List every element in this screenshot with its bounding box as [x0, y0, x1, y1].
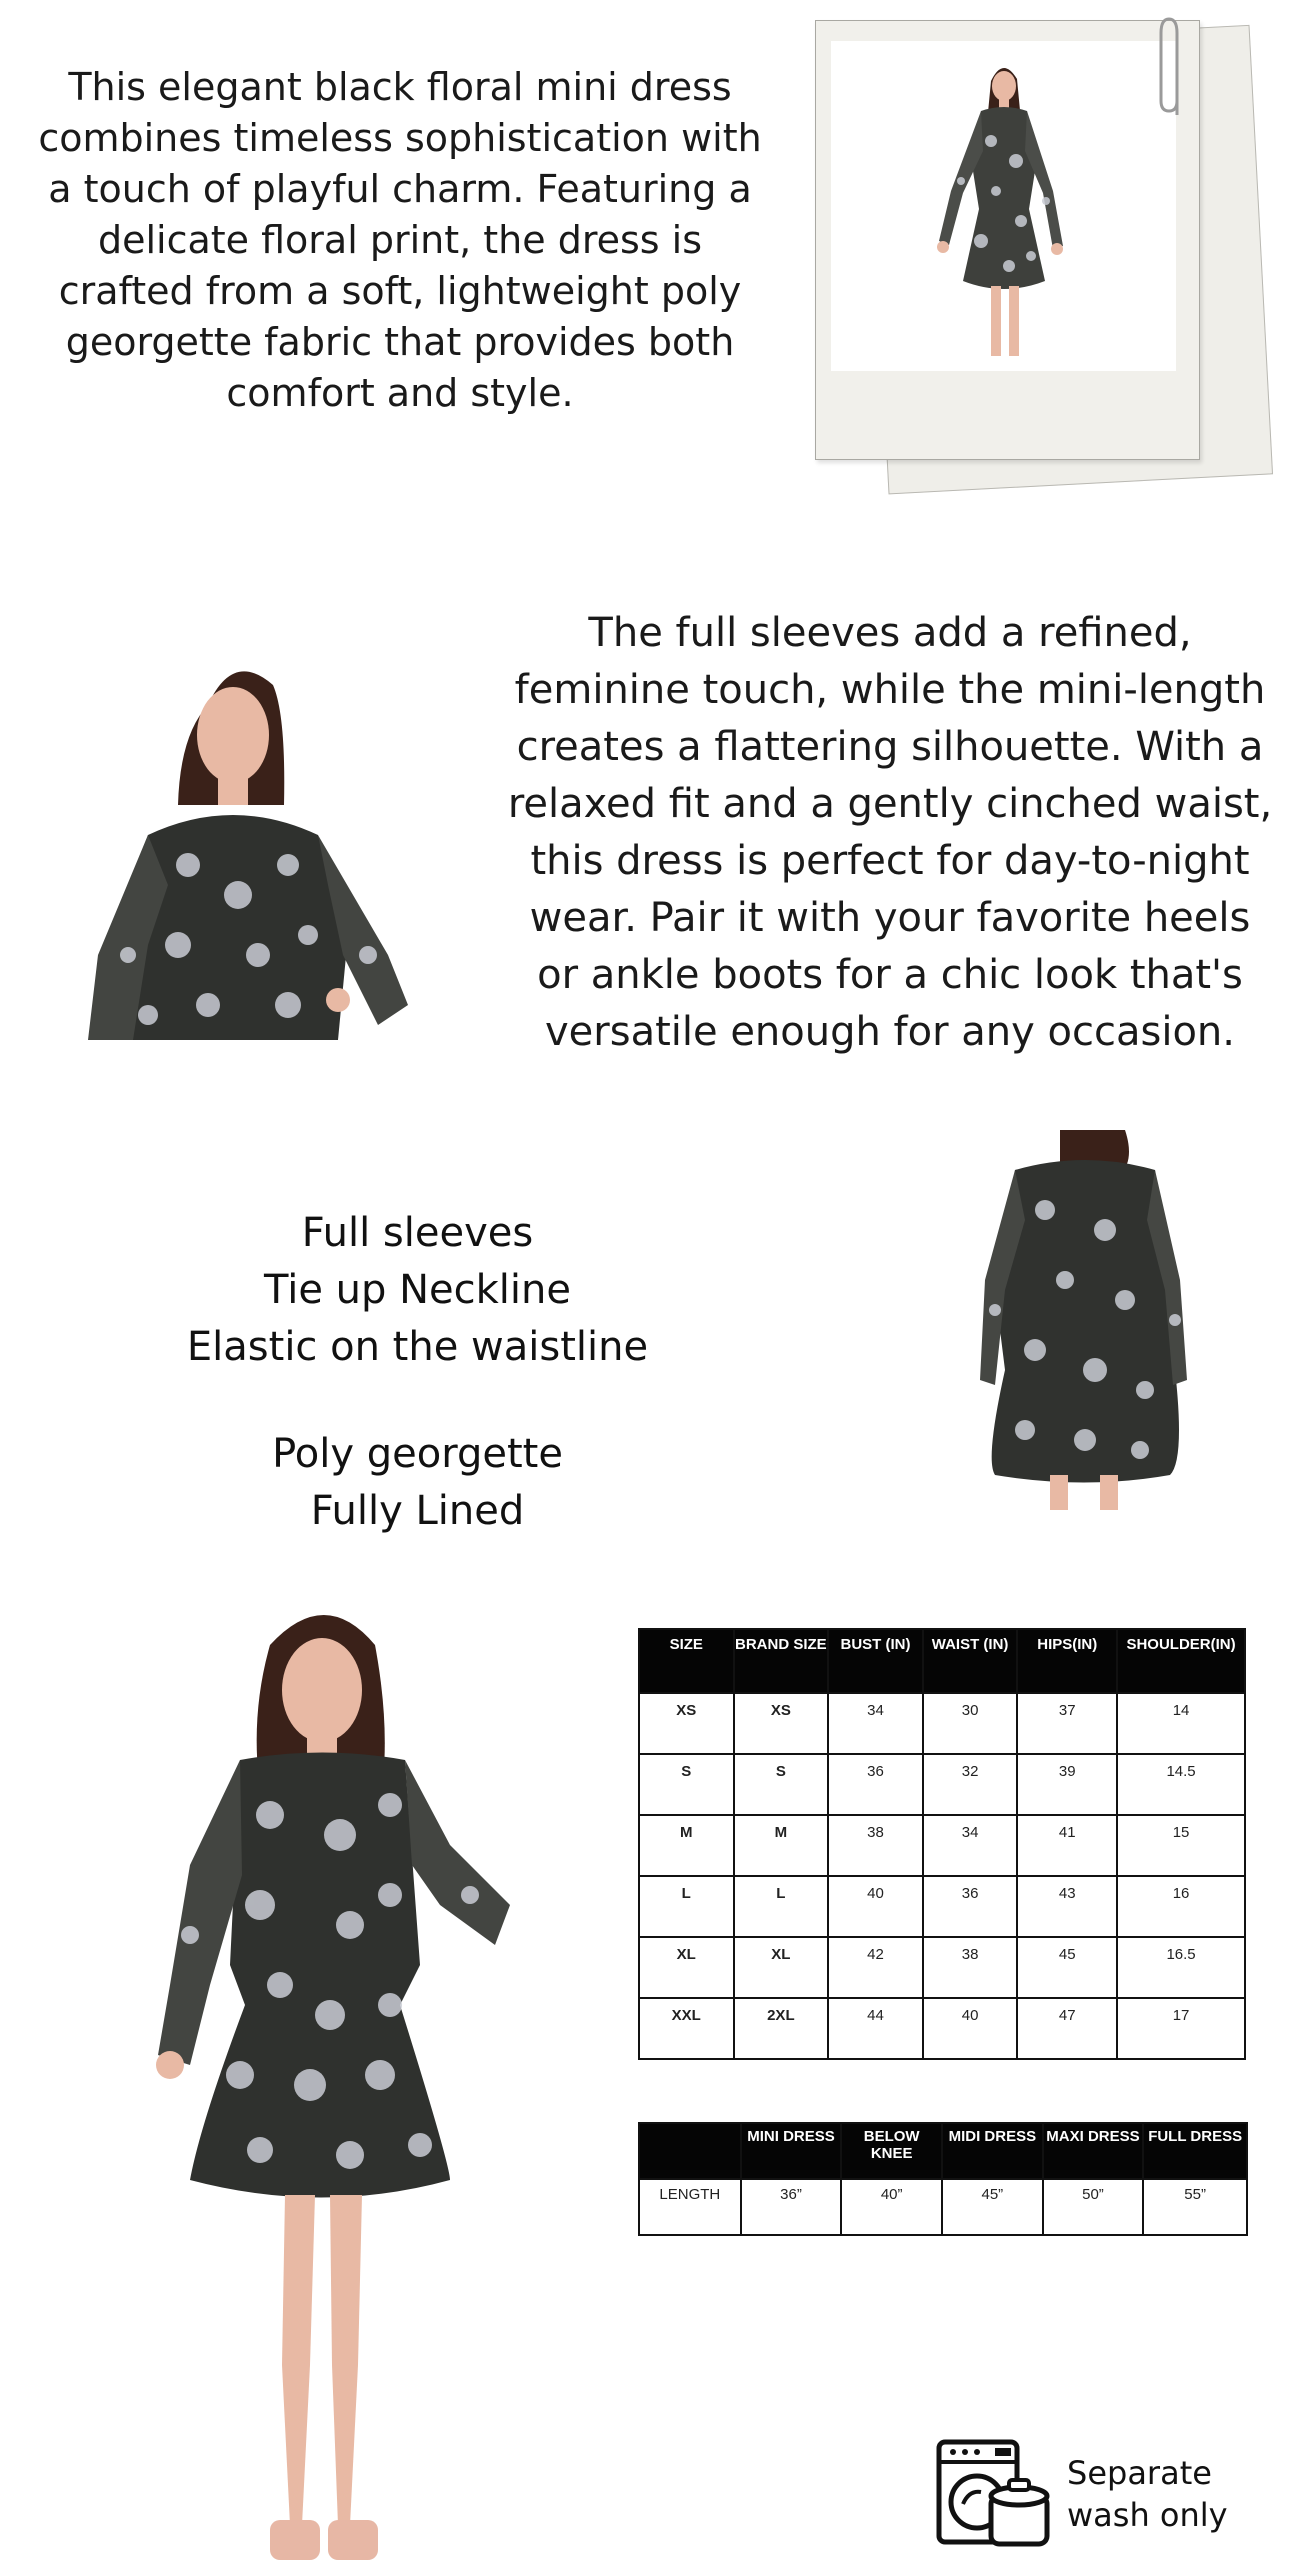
table-cell: 44 [828, 1998, 923, 2059]
table-row [639, 1998, 1245, 2059]
size-chart-header: WAIST (IN) [923, 1629, 1018, 1693]
table-cell: XL [639, 1937, 734, 1998]
table-cell: 36” [741, 2179, 842, 2235]
table-cell: 38 [923, 1937, 1018, 1998]
care-instruction [935, 2438, 1245, 2548]
table-cell: 41 [1017, 1815, 1117, 1876]
size-chart-header: HIPS(IN) [1017, 1629, 1117, 1693]
table-cell: 17 [1117, 1998, 1245, 2059]
length-chart-header: MAXI DRESS [1043, 2123, 1144, 2179]
table-cell: 40 [828, 1876, 923, 1937]
table-cell: XS [639, 1693, 734, 1754]
care-text-line: wash only [1067, 2496, 1228, 2534]
length-chart-header: BELOW KNEE [841, 2123, 942, 2179]
length-chart-header: MIDI DRESS [942, 2123, 1043, 2179]
size-chart-header: BUST (IN) [828, 1629, 923, 1693]
washing-machine-icon [935, 2438, 1055, 2548]
table-row [639, 1815, 1245, 1876]
table-cell: 36 [923, 1876, 1018, 1937]
sleeves-paragraph: The full sleeves add a refined, feminine touch, while the mini-length creates a flattering silhouette. With a relaxed fit and a gently cinched waist, this dress is perfect for day-to-night wear. Pair it with your favorite heels or ankle boots for a chic look that's versatile enough for any occasion. [507, 610, 1273, 1055]
feature-item: Full sleeves [301, 1210, 534, 1256]
length-chart-table [638, 2122, 1248, 2236]
table-cell: 34 [828, 1693, 923, 1754]
table-cell: 32 [923, 1754, 1018, 1815]
table-cell: L [734, 1876, 829, 1937]
size-chart-header: SIZE [639, 1629, 734, 1693]
polaroid-photo-frame [815, 15, 1255, 510]
intro-paragraph: This elegant black floral mini dress combines timeless sophistication with a touch of playful charm. Featuring a delicate floral print, the dress is crafted from a soft, lightweight poly georgette fabric that provides both comfort and style. [38, 65, 762, 415]
fabric-features-list [120, 1426, 715, 1540]
table-row [639, 1876, 1245, 1937]
design-features-list [120, 1205, 715, 1376]
table-cell: 45” [942, 2179, 1043, 2235]
table-cell: 16.5 [1117, 1937, 1245, 1998]
table-cell: 14 [1117, 1693, 1245, 1754]
table-cell: S [734, 1754, 829, 1815]
length-chart-header-row [639, 2123, 1247, 2179]
feature-item: Poly georgette [272, 1431, 563, 1477]
table-cell: 34 [923, 1815, 1018, 1876]
table-row [639, 1693, 1245, 1754]
table-row [639, 1754, 1245, 1815]
table-row [639, 1937, 1245, 1998]
paperclip-icon [1155, 15, 1191, 125]
table-cell: 36 [828, 1754, 923, 1815]
table-cell: 2XL [734, 1998, 829, 2059]
table-cell: 43 [1017, 1876, 1117, 1937]
table-cell: 38 [828, 1815, 923, 1876]
table-row [639, 2179, 1247, 2235]
table-cell: XL [734, 1937, 829, 1998]
table-cell: 16 [1117, 1876, 1245, 1937]
front-paper [815, 20, 1200, 460]
feature-item: Fully Lined [310, 1488, 525, 1534]
table-cell: 37 [1017, 1693, 1117, 1754]
table-cell: 47 [1017, 1998, 1117, 2059]
table-cell: 45 [1017, 1937, 1117, 1998]
table-cell: S [639, 1754, 734, 1815]
table-cell: 15 [1117, 1815, 1245, 1876]
length-chart-header: MINI DRESS [741, 2123, 842, 2179]
table-cell: XXL [639, 1998, 734, 2059]
table-cell: 50” [1043, 2179, 1144, 2235]
size-chart-header-row [639, 1629, 1245, 1693]
table-cell: 39 [1017, 1754, 1117, 1815]
table-cell: 55” [1143, 2179, 1247, 2235]
table-cell: 42 [828, 1937, 923, 1998]
table-cell: LENGTH [639, 2179, 741, 2235]
care-text-line: Separate [1067, 2454, 1212, 2492]
table-cell: M [734, 1815, 829, 1876]
model-photo-upper-body [88, 655, 418, 1040]
table-cell: 40” [841, 2179, 942, 2235]
model-photo-front-full [150, 1605, 520, 2560]
table-cell: L [639, 1876, 734, 1937]
size-chart-table [638, 1628, 1246, 2060]
size-chart-header: BRAND SIZE [734, 1629, 829, 1693]
length-chart-header [639, 2123, 741, 2179]
table-cell: M [639, 1815, 734, 1876]
model-photo-full-length [831, 41, 1176, 371]
feature-item: Elastic on the waistline [186, 1324, 649, 1370]
size-chart-header: SHOULDER(IN) [1117, 1629, 1245, 1693]
table-cell: XS [734, 1693, 829, 1754]
table-cell: 30 [923, 1693, 1018, 1754]
care-text [1067, 2452, 1228, 2536]
model-photo-back-view [975, 1130, 1190, 1510]
table-cell: 14.5 [1117, 1754, 1245, 1815]
feature-item: Tie up Neckline [264, 1267, 571, 1313]
length-chart-header: FULL DRESS [1143, 2123, 1247, 2179]
table-cell: 40 [923, 1998, 1018, 2059]
